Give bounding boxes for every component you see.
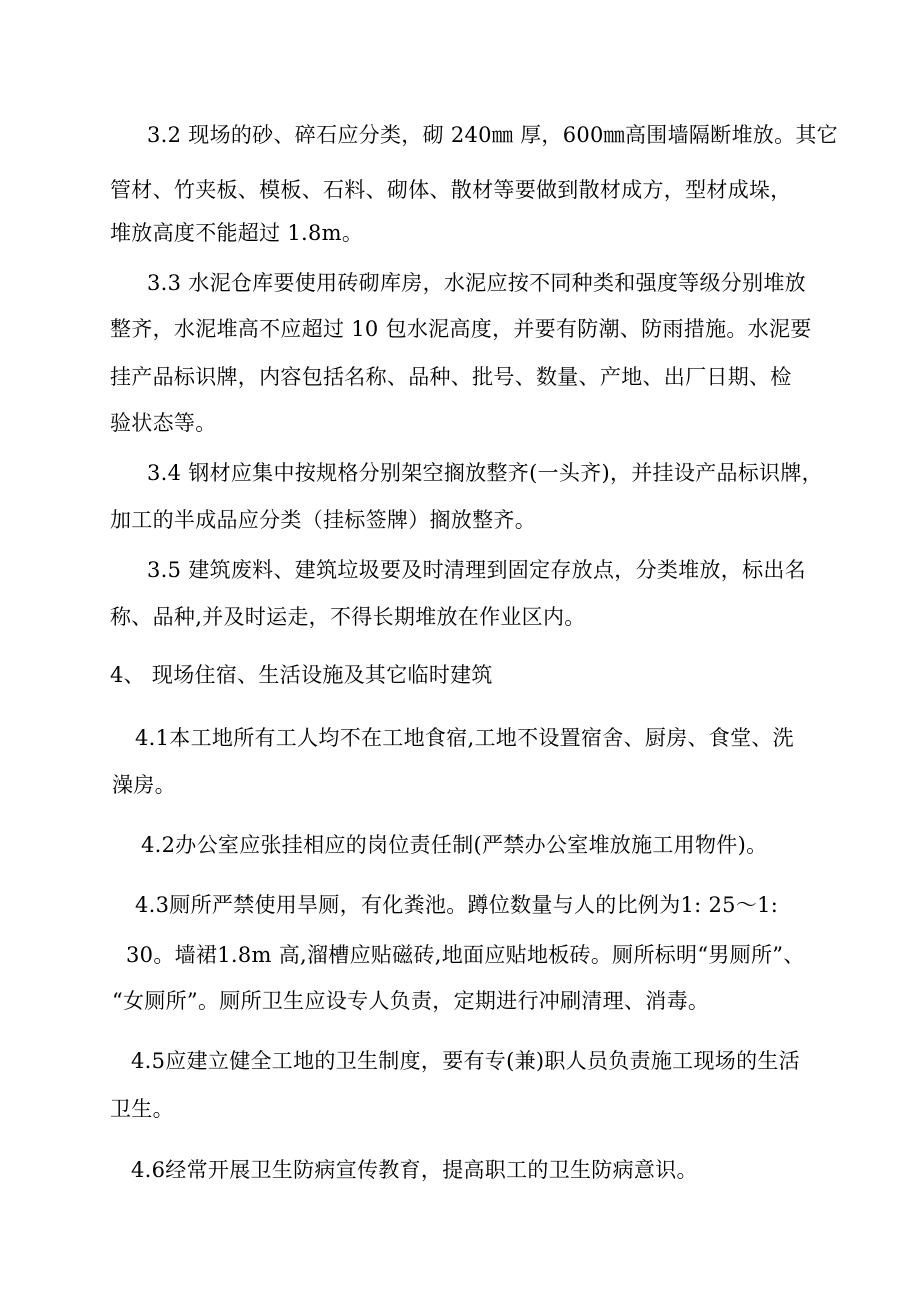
para-4-5-line-2: 卫生。 (110, 1097, 174, 1121)
para-4-3-line-2: 30。墙裙1.8m 高,溜槽应贴磁砖,地面应贴地板砖。厕所标明“男厕所”、 (126, 943, 805, 967)
para-4-6-line-1: 4.6经常开展卫生防病宣传教育，提高职工的卫生防病意识。 (131, 1158, 698, 1182)
para-3-3-line-1: 3.3 水泥仓库要使用砖砌库房，水泥应按不同种类和强度等级分别堆放 (147, 271, 806, 295)
para-4-3-line-3: “女厕所”。厕所卫生应设专人负责，定期进行冲刷清理、消毒。 (112, 989, 710, 1013)
para-3-3-line-2: 整齐，水泥堆高不应超过 10 包水泥高度，并要有防潮、防雨措施。水泥要 (110, 317, 812, 341)
para-3-5-line-2: 称、品种,并及时运走，不得长期堆放在作业区内。 (110, 605, 586, 629)
para-3-2-line-1: 3.2 现场的砂、碎石应分类，砌 240㎜ 厚，600㎜高围墙隔断堆放。其它 (147, 123, 838, 147)
section-4-heading: 4、 现场住宿、生活设施及其它临时建筑 (110, 663, 493, 687)
para-3-5-line-1: 3.5 建筑废料、建筑垃圾要及时清理到固定存放点，分类堆放，标出名 (147, 558, 806, 582)
para-3-4-line-2: 加工的半成品应分类（挂标签牌）搁放整齐。 (110, 508, 536, 532)
para-3-4-line-1: 3.4 钢材应集中按规格分别架空搁放整齐(一头齐)，并挂设产品标识牌， (147, 461, 823, 485)
para-4-2-line-1: 4.2办公室应张挂相应的岗位责任制(严禁办公室堆放施工用物件)。 (141, 833, 768, 857)
para-4-1-line-1: 4.1本工地所有工人均不在工地食宿,工地不设置宿舍、厨房、食堂、洗 (135, 726, 794, 750)
para-3-2-line-2: 管材、竹夹板、模板、石料、砌体、散材等要做到散材成方，型材成垛， (110, 178, 792, 202)
para-4-5-line-1: 4.5应建立健全工地的卫生制度，要有专(兼)职人员负责施工现场的生活 (131, 1049, 800, 1073)
para-3-3-line-4: 验状态等。 (110, 411, 217, 435)
para-3-3-line-3: 挂产品标识牌，内容包括名称、品种、批号、数量、产地、出厂日期、检 (110, 365, 792, 389)
para-4-1-line-2: 澡房。 (112, 773, 176, 797)
para-4-3-line-1: 4.3厕所严禁使用旱厕，有化粪池。蹲位数量与人的比例为1: 25～1: (135, 893, 779, 917)
para-3-2-line-3: 堆放高度不能超过 1.8m。 (110, 221, 364, 245)
